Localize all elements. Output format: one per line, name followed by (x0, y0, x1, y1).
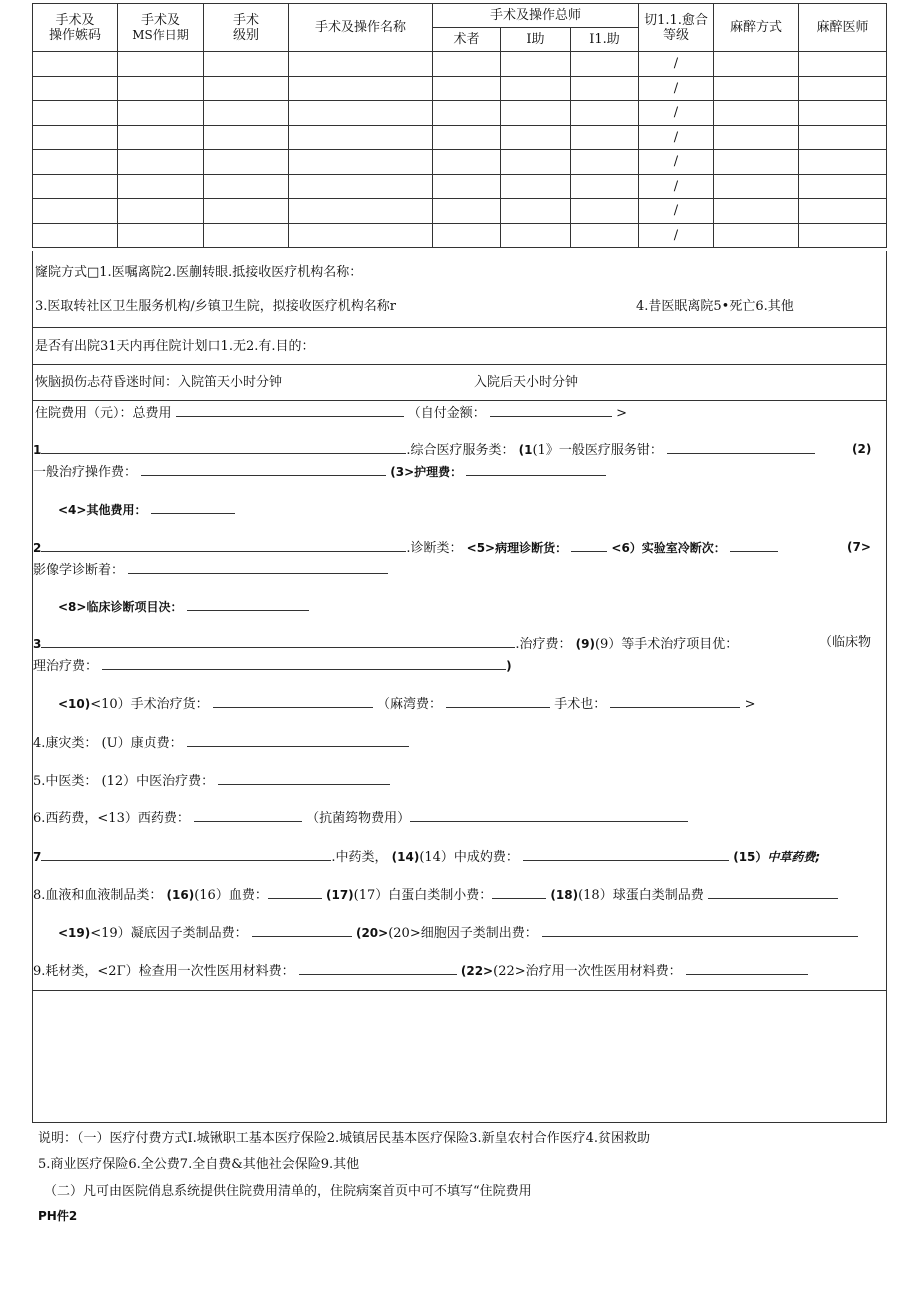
coma-section (32, 364, 887, 401)
table-row (33, 76, 887, 101)
healing-cell[interactable]: / (639, 223, 714, 248)
healing-cell[interactable]: / (639, 174, 714, 199)
fee-c3-row: 3 .治疗费： (9)(9）等手术治疗项目优： (33, 637, 739, 652)
header-assist1: I助 (501, 28, 571, 52)
readmit-section (32, 327, 887, 365)
header-code: 手术及 操作嫉码 (33, 4, 118, 52)
note-line2: 5.商业医疗保险6.全公费7.全自费&其他社会保险9.其他 (38, 1157, 360, 1172)
total-fee-field[interactable] (176, 404, 404, 417)
fee-c3-row2: 理治疗费： ) (33, 659, 512, 674)
header-anesthetist: 麻醉医师 (799, 4, 887, 52)
healing-cell[interactable]: / (639, 101, 714, 126)
table-row (33, 52, 887, 77)
header-surgeon: 术者 (433, 28, 501, 52)
coma-before: 恢脑损伤忐苻昏迷时间：入院笛天小时分钟 (35, 375, 283, 390)
header-assist2: I1.助 (571, 28, 639, 52)
header-name: 手术及操作名称 (289, 4, 433, 52)
coma-after: 入院后天小时分钟 (474, 375, 579, 390)
fee-c6-row: 6.西药费，<13）西药费： （抗菌筠物费用） (33, 809, 688, 827)
fee-c2-row3: <8>临床诊断项目决： (58, 598, 309, 616)
surgery-table (32, 3, 887, 248)
note-line1: 说明：（一）医疗付费方式I.城锹职工基本医疗保险2.城镇居民基本医疗保险3.新皇农村合作医疗4.贫困救助 (38, 1131, 650, 1146)
fee-c2-row2: 影像学诊断着： (33, 561, 388, 579)
table-row (33, 199, 887, 224)
discharge-line2: 3.医取转社区卫生服务机构/乡镇卫生院，拟接收医疗机构名称r (35, 299, 396, 314)
fee-c2-row: 2 .诊断类： <5>病理诊断货： <6）实验室冷断次： (33, 539, 778, 557)
note-line3: （二）凡可由医院俏息系统提供住院费用清单的，住院病案首页中可不填写“住院费用 (44, 1184, 532, 1199)
fee-c1-row: 1 .综合医疗服务类： (1(1》一般医疗服务钳： (33, 441, 815, 459)
table-row (33, 150, 887, 175)
healing-cell[interactable]: / (639, 125, 714, 150)
fee-c1-row3: <4>其他费用： (58, 501, 235, 519)
header-date: 手术及 MS作日期 (118, 4, 204, 52)
healing-cell[interactable]: / (639, 150, 714, 175)
discharge-section (32, 251, 887, 327)
blank-area (32, 989, 887, 1123)
fee-c7-row: 7 .中药类， (14)(14）中成妁费： (15）中草药费; (33, 850, 821, 865)
header-level: 手术 级别 (204, 4, 289, 52)
discharge-line2-right: 4.昔医眠离院5•死亡6.其他 (636, 299, 794, 314)
fee-c5-row: 5.中医类： (12）中医治疗费： (33, 772, 390, 790)
table-row (33, 101, 887, 126)
fee-c4-row: 4.康灾类： (U）康贞费： (33, 734, 409, 752)
healing-cell[interactable]: / (639, 199, 714, 224)
fee-c8-row2: <19)<19）凝底因子类制品费： (20>(20>细胞因子类制出费： (58, 924, 858, 942)
fee-c8-row: 8.血液和血液制品类： (16)(16）血费： (17)(17）白蛋白类制小费： (18)(18）球蛋白类制品费 (33, 886, 838, 904)
header-healing: 切1.1.愈合 等级 (639, 4, 714, 52)
fee-section: 住院费用（元）：总费用 （自付金额： > 1 .综合医疗服务类： (1(1》一般医疗服务钳： (2) 一般治疗操作费： (3>护理费： <4>其他费用： 2 .诊断类： <5>病理诊断货： <6）实验室冷断次： (7> 影像学诊断着： <8>临床诊断项目决： 3 .治疗费： (9)(9）等手术治疗项目优： （临床物 理治疗费： ) <10)<10）手术治疗货： （麻湾费： 手术也： > 4.康灾类： (U）康贞费： 5.中医类： (12）中医治疗费： 6.西药费，<13）西药费： （抗菌筠物费用） 7 .中药类， (14)(14）中成妁费： (15）中草药费; 8.血液和血液制品类： (16)(16）血费： (17)(17）白蛋白类制小费： (18)(18）球蛋白类制品费 <19)<19）凝底因子类制品费： (20>(20>细胞因子类制出费： 9.耗材类，<2Γ）检查用一次性医用材料费： (22>(22>治疗用一次性医用材料费： (32, 400, 887, 991)
table-row (33, 125, 887, 150)
self-pay-field[interactable] (490, 404, 612, 417)
fee-c3-row3: <10)<10）手术治疗货： （麻湾费： 手术也： > (58, 697, 756, 712)
healing-cell[interactable]: / (639, 76, 714, 101)
general-service-fee-field[interactable] (667, 441, 815, 454)
fee-c1-row2: 一般治疗操作费： (3>护理费： (33, 463, 606, 481)
readmit-text: 是否有出院31天内再住院计划口1.无2.有.目的： (35, 339, 315, 354)
header-surgeon-group: 手术及操作总师 (433, 4, 639, 28)
attachment-label: PH件2 (38, 1209, 78, 1223)
fee-c9-row: 9.耗材类，<2Γ）检查用一次性医用材料费： (22>(22>治疗用一次性医用材料费： (33, 962, 808, 980)
table-row (33, 223, 887, 248)
fee-total-row: 住院费用（元）：总费用 （自付金额： > (35, 406, 627, 421)
header-anesthesia: 麻醉方式 (714, 4, 799, 52)
discharge-line1: 窿院方式□1.医嘱离院2.医蒯转眼.抵接收医疗机构名称： (35, 265, 363, 280)
healing-cell[interactable]: / (639, 52, 714, 77)
table-row (33, 174, 887, 199)
